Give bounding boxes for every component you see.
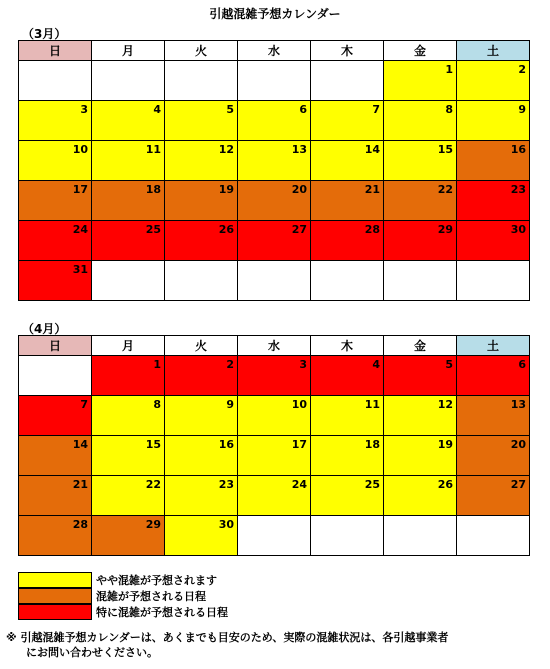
day-number: 31 (72, 263, 88, 276)
day-number: 17 (72, 183, 88, 196)
calendar-day-cell (165, 101, 238, 141)
calendar-day-cell (384, 476, 457, 516)
calendar-day-cell (19, 516, 92, 556)
day-number: 10 (291, 398, 307, 411)
calendar-day-cell (311, 261, 384, 301)
day-number (165, 61, 237, 63)
legend-swatch-light (18, 572, 92, 588)
calendar-day-cell (92, 221, 165, 261)
weekday-header: 土 (457, 41, 530, 61)
day-number: 14 (364, 143, 380, 156)
day-number: 18 (145, 183, 161, 196)
calendar-day-cell (165, 221, 238, 261)
calendar-day-cell (384, 396, 457, 436)
calendar-day-cell (19, 261, 92, 301)
day-number: 30 (510, 223, 526, 236)
calendar-week-row (19, 436, 530, 476)
calendar-day-cell (457, 221, 530, 261)
calendar-day-cell (165, 516, 238, 556)
day-number: 28 (72, 518, 88, 531)
calendar-week-row (19, 61, 530, 101)
calendar-day-cell (457, 181, 530, 221)
calendar-day-cell (19, 356, 92, 396)
day-number: 25 (364, 478, 380, 491)
legend-label: やや混雑が予想されます (96, 574, 217, 587)
calendar-day-cell (457, 516, 530, 556)
calendar-week-row (19, 181, 530, 221)
legend-swatch-heavy (18, 604, 92, 620)
calendar-day-cell (19, 181, 92, 221)
calendar-day-cell (311, 61, 384, 101)
calendar-day-cell (19, 396, 92, 436)
day-number: 8 (445, 103, 453, 116)
day-number: 19 (437, 438, 453, 451)
weekday-header: 木 (311, 336, 384, 356)
calendar-day-cell (92, 261, 165, 301)
weekday-header: 月 (92, 336, 165, 356)
calendar-day-cell (19, 436, 92, 476)
day-number: 26 (218, 223, 234, 236)
calendar-day-cell (311, 141, 384, 181)
calendar-day-cell (384, 436, 457, 476)
day-number (384, 261, 456, 263)
weekday-header: 水 (238, 41, 311, 61)
weekday-header: 金 (384, 336, 457, 356)
legend-label: 特に混雑が予想される日程 (96, 606, 228, 619)
weekday-header-row (19, 336, 530, 356)
day-number: 28 (364, 223, 380, 236)
day-number: 6 (299, 103, 307, 116)
calendar-day-cell (457, 476, 530, 516)
calendar-day-cell (311, 181, 384, 221)
day-number: 24 (72, 223, 88, 236)
day-number (384, 516, 456, 518)
calendar-day-cell (238, 61, 311, 101)
day-number: 9 (518, 103, 526, 116)
day-number (311, 61, 383, 63)
day-number (238, 61, 310, 63)
day-number: 19 (218, 183, 234, 196)
day-number: 4 (372, 358, 380, 371)
calendar-week-row (19, 221, 530, 261)
day-number (165, 261, 237, 263)
calendar-week-row (19, 476, 530, 516)
calendar-day-cell (92, 436, 165, 476)
day-number: 23 (510, 183, 526, 196)
calendar-day-cell (384, 61, 457, 101)
calendar-week-row (19, 356, 530, 396)
legend-swatch-medium (18, 588, 92, 604)
day-number: 27 (510, 478, 526, 491)
day-number (19, 61, 91, 63)
calendar-week-row (19, 261, 530, 301)
calendar-day-cell (384, 356, 457, 396)
march-calendar (18, 40, 530, 301)
legend-item-medium (18, 588, 228, 604)
calendar-day-cell (92, 516, 165, 556)
day-number: 23 (218, 478, 234, 491)
day-number: 25 (145, 223, 161, 236)
calendar-day-cell (457, 261, 530, 301)
day-number: 13 (510, 398, 526, 411)
calendar-week-row (19, 101, 530, 141)
day-number: 9 (226, 398, 234, 411)
calendar-week-row (19, 141, 530, 181)
calendar-day-cell (19, 101, 92, 141)
calendar-day-cell (311, 436, 384, 476)
day-number: 12 (218, 143, 234, 156)
calendar-day-cell (165, 181, 238, 221)
legend-item-heavy (18, 604, 228, 620)
day-number: 11 (364, 398, 380, 411)
day-number: 20 (291, 183, 307, 196)
day-number: 15 (437, 143, 453, 156)
calendar-day-cell (238, 221, 311, 261)
day-number: 10 (72, 143, 88, 156)
calendar-day-cell (92, 101, 165, 141)
day-number (19, 356, 91, 358)
calendar-day-cell (311, 476, 384, 516)
day-number: 14 (72, 438, 88, 451)
april-calendar (18, 335, 530, 556)
weekday-header: 日 (19, 41, 92, 61)
day-number (457, 261, 529, 263)
day-number: 22 (437, 183, 453, 196)
weekday-header: 金 (384, 41, 457, 61)
calendar-day-cell (457, 101, 530, 141)
calendar-day-cell (384, 221, 457, 261)
day-number: 29 (145, 518, 161, 531)
day-number: 2 (226, 358, 234, 371)
day-number: 26 (437, 478, 453, 491)
calendar-day-cell (457, 396, 530, 436)
day-number (238, 516, 310, 518)
calendar-day-cell (92, 181, 165, 221)
day-number: 8 (153, 398, 161, 411)
day-number (92, 61, 164, 63)
calendar-day-cell (92, 61, 165, 101)
calendar-day-cell (311, 101, 384, 141)
calendar-day-cell (384, 516, 457, 556)
calendar-day-cell (19, 476, 92, 516)
day-number: 3 (80, 103, 88, 116)
weekday-header: 月 (92, 41, 165, 61)
footnote-line: にお問い合わせください。 (26, 646, 158, 659)
day-number: 12 (437, 398, 453, 411)
day-number (92, 261, 164, 263)
calendar-day-cell (311, 356, 384, 396)
calendar-day-cell (238, 356, 311, 396)
calendar-day-cell (92, 396, 165, 436)
calendar-day-cell (165, 141, 238, 181)
day-number: 13 (291, 143, 307, 156)
calendar-day-cell (311, 221, 384, 261)
calendar-day-cell (165, 356, 238, 396)
calendar-day-cell (165, 436, 238, 476)
day-number: 16 (218, 438, 234, 451)
day-number: 7 (372, 103, 380, 116)
calendar-day-cell (165, 61, 238, 101)
day-number (238, 261, 310, 263)
day-number: 1 (153, 358, 161, 371)
calendar-day-cell (457, 61, 530, 101)
day-number: 17 (291, 438, 307, 451)
day-number: 15 (145, 438, 161, 451)
day-number: 18 (364, 438, 380, 451)
calendar-day-cell (19, 221, 92, 261)
weekday-header-row (19, 41, 530, 61)
calendar-day-cell (238, 516, 311, 556)
calendar-day-cell (19, 61, 92, 101)
calendar-day-cell (92, 141, 165, 181)
day-number: 5 (445, 358, 453, 371)
calendar-day-cell (384, 261, 457, 301)
page-title: 引越混雑予想カレンダー (209, 7, 341, 21)
day-number: 21 (72, 478, 88, 491)
calendar-day-cell (238, 101, 311, 141)
calendar-day-cell (384, 181, 457, 221)
day-number: 4 (153, 103, 161, 116)
calendar-day-cell (165, 261, 238, 301)
calendar-day-cell (238, 476, 311, 516)
calendar-day-cell (457, 141, 530, 181)
calendar-day-cell (165, 476, 238, 516)
calendar-day-cell (311, 516, 384, 556)
legend-item-light (18, 572, 228, 588)
day-number: 1 (445, 63, 453, 76)
weekday-header: 木 (311, 41, 384, 61)
calendar-day-cell (238, 436, 311, 476)
calendar-day-cell (238, 181, 311, 221)
calendar-day-cell (384, 101, 457, 141)
calendar-day-cell (457, 436, 530, 476)
calendar-day-cell (238, 141, 311, 181)
calendar-day-cell (165, 396, 238, 436)
april-label: （4月） (22, 322, 67, 336)
calendar-day-cell (384, 141, 457, 181)
day-number (311, 516, 383, 518)
calendar-day-cell (19, 141, 92, 181)
calendar-day-cell (457, 356, 530, 396)
day-number: 24 (291, 478, 307, 491)
weekday-header: 火 (165, 41, 238, 61)
day-number (457, 516, 529, 518)
calendar-week-row (19, 516, 530, 556)
day-number: 20 (510, 438, 526, 451)
day-number: 22 (145, 478, 161, 491)
calendar-week-row (19, 396, 530, 436)
footnote-line: ※ 引越混雑予想カレンダーは、あくまでも目安のため、実際の混雑状況は、各引越事業者 (6, 631, 449, 644)
legend (18, 572, 228, 620)
calendar-day-cell (238, 261, 311, 301)
day-number: 7 (80, 398, 88, 411)
weekday-header: 火 (165, 336, 238, 356)
day-number: 11 (145, 143, 161, 156)
day-number: 21 (364, 183, 380, 196)
legend-label: 混雑が予想される日程 (96, 590, 206, 603)
footnote (6, 630, 546, 660)
day-number: 27 (291, 223, 307, 236)
day-number: 29 (437, 223, 453, 236)
weekday-header: 土 (457, 336, 530, 356)
march-label: （3月） (22, 27, 67, 41)
day-number: 3 (299, 358, 307, 371)
day-number (311, 261, 383, 263)
weekday-header: 水 (238, 336, 311, 356)
calendar-day-cell (92, 476, 165, 516)
day-number: 16 (510, 143, 526, 156)
calendar-day-cell (238, 396, 311, 436)
day-number: 6 (518, 358, 526, 371)
day-number: 2 (518, 63, 526, 76)
weekday-header: 日 (19, 336, 92, 356)
calendar-day-cell (92, 356, 165, 396)
calendar-day-cell (311, 396, 384, 436)
day-number: 5 (226, 103, 234, 116)
day-number: 30 (218, 518, 234, 531)
